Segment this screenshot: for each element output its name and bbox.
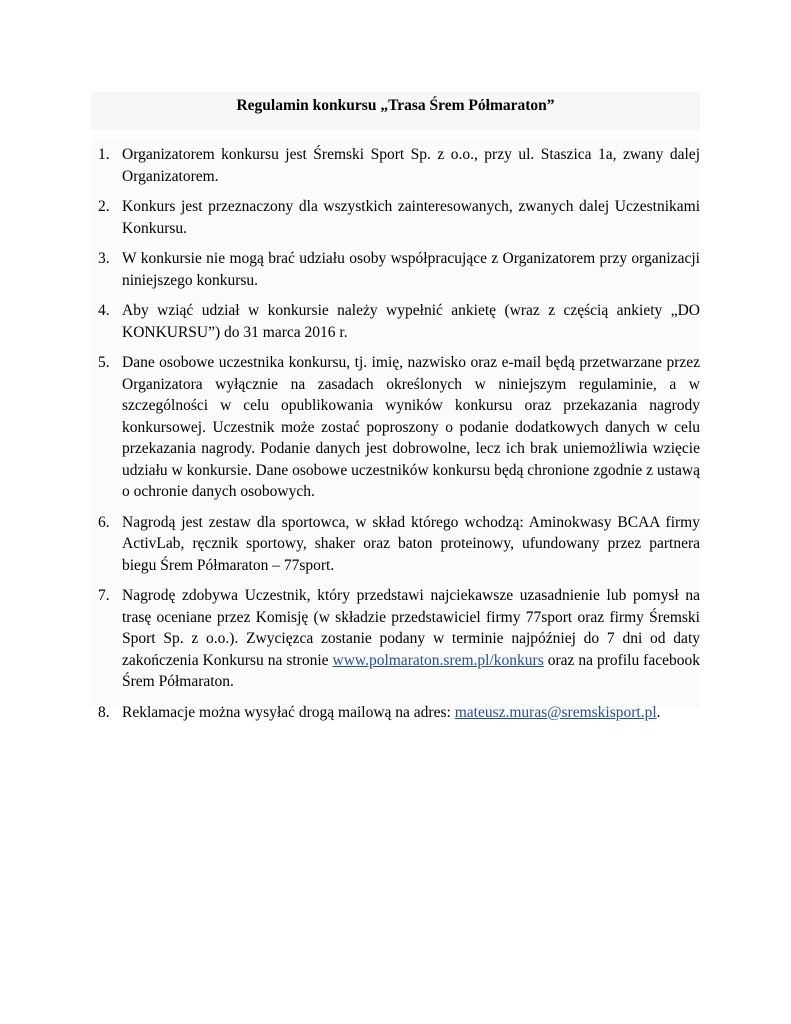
- rule-number: 2.: [98, 198, 110, 215]
- rule-text-before: Nagrodę zdobywa Uczestnik, który przedstawi najciekawsze uzasadnienie lub pomysł na trasę oceniane przez Komisję (w składzie przedstawiciel firmy 77sport oraz firmy Śremski Sport Sp. z o.o.). Zwycięzca zostanie podany w terminie najpóźniej do 7 dni od daty zakończenia Konkursu na stronie: [122, 587, 700, 669]
- rule-text: Konkurs jest przeznaczony dla wszystkich zainteresowanych, zwanych dalej Uczestnikami Konkursu.: [122, 198, 700, 237]
- document-title: Regulamin konkursu „Trasa Śrem Półmaraton”: [236, 97, 555, 114]
- rule-text: Nagrodą jest zestaw dla sportowca, w skład którego wchodzą: Aminokwasy BCAA firmy ActivLab, ręcznik sportowy, shaker oraz baton proteinowy, ufundowany przez partnera biegu Śrem Półmaraton – 77sport.: [122, 513, 700, 574]
- rule-number: 5.: [98, 354, 110, 371]
- rule-number: 3.: [98, 250, 110, 267]
- rule-item: [91, 248, 700, 291]
- rule-text: W konkursie nie mogą brać udziału osoby współpracujące z Organizatorem przy organizacji niniejszego konkursu.: [122, 250, 700, 289]
- rule-number: 1.: [98, 146, 110, 163]
- rule-text: Aby wziąć udział w konkursie należy wypełnić ankietę (wraz z częścią ankiety „DO KONKURSU”) do 31 marca 2016 r.: [122, 302, 700, 341]
- rule-item: [91, 512, 700, 577]
- rules-list: [91, 144, 700, 732]
- rule-item: [91, 585, 700, 693]
- rule-text-after: oraz na profilu facebook Śrem Półmaraton.: [122, 651, 700, 690]
- rule-item: [91, 702, 700, 724]
- rule-number: 4.: [98, 302, 110, 319]
- rule-item: [91, 300, 700, 343]
- rule-text: Dane osobowe uczestnika konkursu, tj. imię, nazwisko oraz e-mail będą przetwarzane przez Organizatora wyłącznie na zasadach określonych w niniejszym regulaminie, a w szczególności w celu opublikowania wyników konkursu oraz przekazania nagrody konkursowej. Uczestnik może zostać poproszony o podanie dodatkowych danych w celu przekazania nagrody. Podanie danych jest dobrowolne, lecz ich brak uniemożliwia wzięcie udziału w konkursie. Dane osobowe uczestników konkursu będą chronione zgodnie z ustawą o ochronie danych osobowych.: [122, 354, 700, 500]
- rule-text-after: .: [656, 703, 661, 721]
- konkurs-page-link[interactable]: www.polmaraton.srem.pl/konkurs: [332, 651, 544, 669]
- rule-number: 8.: [98, 703, 110, 721]
- rule-number: 7.: [98, 587, 110, 604]
- rule-text-before: Reklamacje można wysyłać drogą mailową na adres:: [122, 703, 455, 721]
- rule-item: [91, 196, 700, 239]
- rule-item: [91, 144, 700, 187]
- rule-number: 6.: [98, 513, 110, 531]
- email-link[interactable]: mateusz.muras@sremskisport.pl: [454, 703, 657, 721]
- rule-text: Organizatorem konkursu jest Śremski Sport Sp. z o.o., przy ul. Staszica 1a, zwany dalej Organizatorem.: [122, 146, 700, 185]
- rule-item: [91, 352, 700, 503]
